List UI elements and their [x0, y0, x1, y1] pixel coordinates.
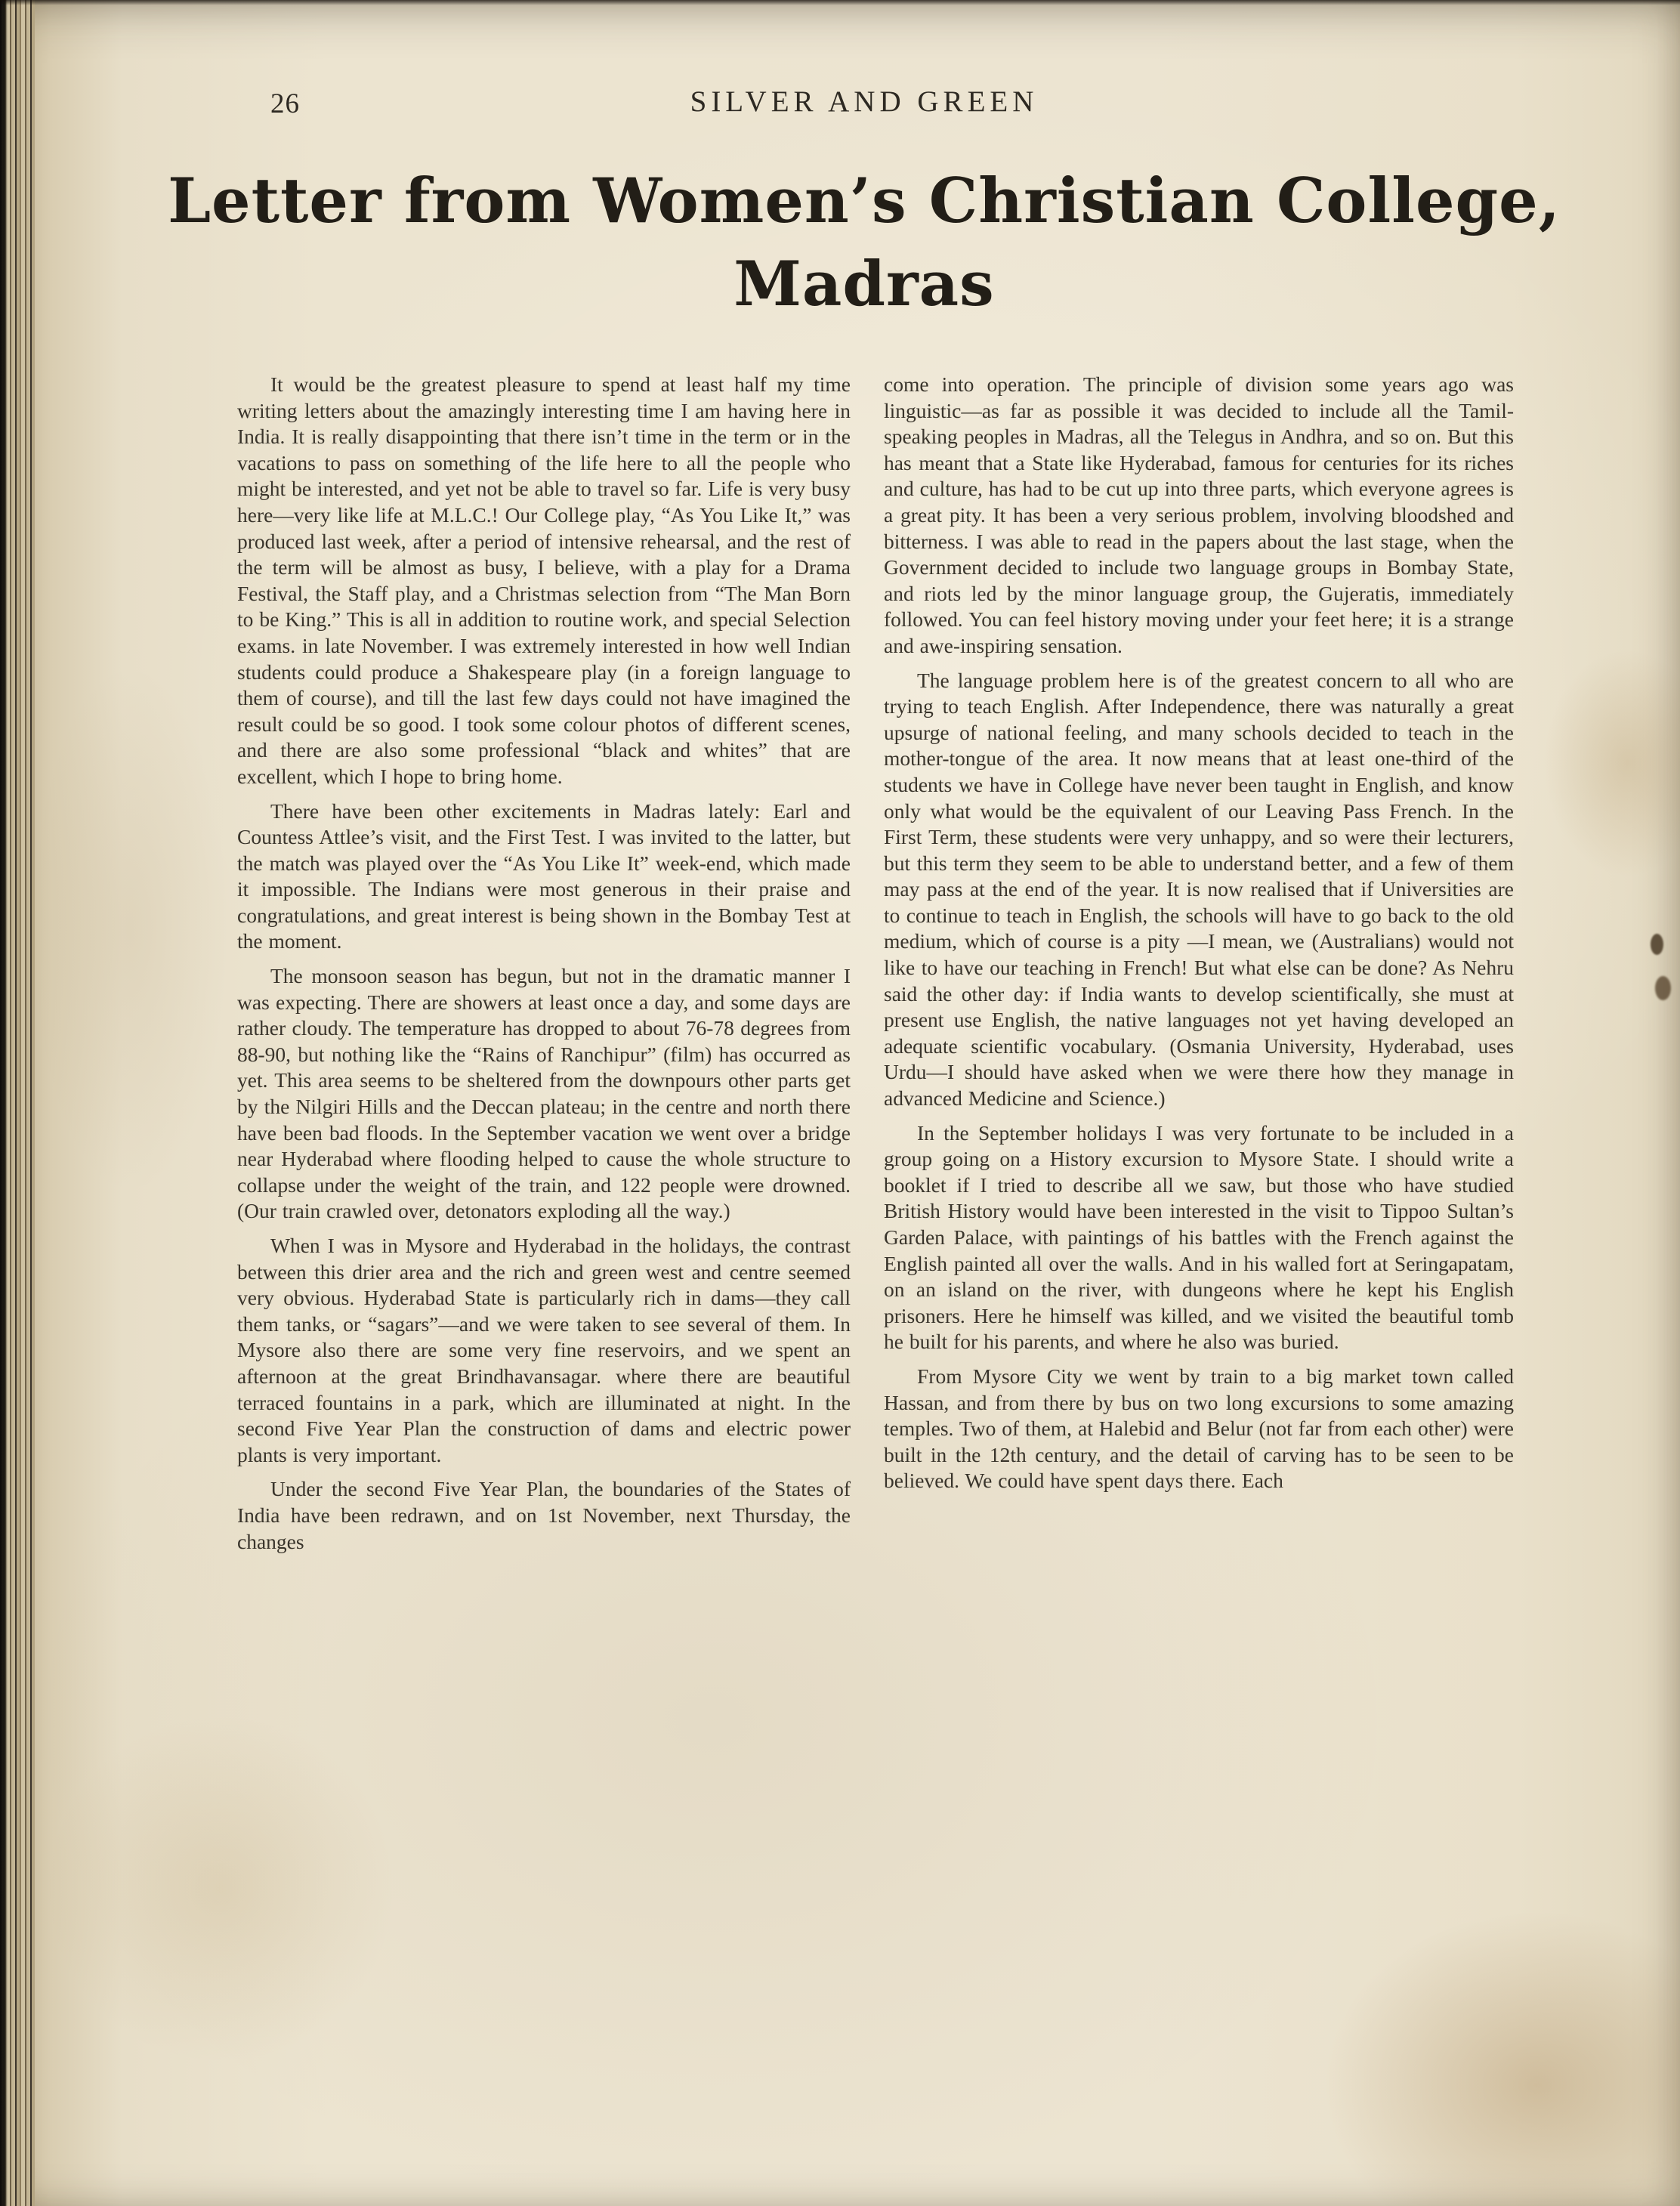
paragraph: In the September holidays I was very fortunate to be included in a group going on a History excursion to Mysore State. I should write a booklet if I tried to describe all we saw, but those who have studied British History would have been interested in the visit to Tippoo Sultan’s Garden Palace, with paintings of his battles with the French against the English painted all over the walls. And in his walled fort at Seringapatam, on an island on the river, with dungeons where he kept his English prisoners. Here he himself was killed, and we visited the beautiful tomb he built for his parents, and where he also was buried. [884, 1120, 1514, 1354]
scan-top-shadow [0, 0, 1680, 5]
paragraph: The monsoon season has begun, but not in the dramatic manner I was expecting. There are showers at least once a day, and some days are rather cloudy. The temperature has dropped to about 76-78 degrees from 88-90, but nothing like the “Rains of Ranchipur” (film) has occurred as yet. This area seems to be sheltered from the downpours other parts get by the Nilgiri Hills and the Deccan plateau; in the centre and north there have been bad floods. In the September vacation we went over a bridge near Hyderabad where flooding helped to cause the whole structure to collapse under the weight of the train, and 122 people were drowned. (Our train crawled over, detonators exploding all the way.) [237, 964, 851, 1223]
paragraph: Under the second Five Year Plan, the boundaries of the States of India have been redrawn, and on 1st November, next Thursday, the changes [237, 1477, 851, 1553]
paper-stain-bottom-right-corner [1325, 1911, 1680, 2206]
paragraph: From Mysore City we went by train to a big market town called Hassan, and from there by bus on two long excursions to some amazing temples. Two of them, at Halebid and Belur (not far from each other) were built in the 12th century, and the detail of carving has to be seen to be believed. We could have spent days there. Each [884, 1364, 1514, 1493]
paragraph-continuation: come into operation. The principle of division some years ago was linguistic—as far as possible it was decided to include all the Tamil-speaking peoples in Madras, all the Telegus in Andhra, and so on. But this has meant that a State like Hyderabad, famous for centuries for its riches and culture, has had to be cut up into three parts, which everyone agrees is a great pity. It has been a very serious problem, involving bloodshed and bitterness. I was able to read in the papers about the last stage, when the Government decided to include two language groups in Bombay State, and riots led by the minor language group, the Gujeratis, immediately followed. You can feel history moving under your feet here; it is a strange and awe-inspiring sensation. [884, 372, 1514, 657]
paragraph: It would be the greatest pleasure to spend at least half my time writing letters about the amazingly interesting time I am having here in India. It is really disappointing that there isn’t time in the term or in the vacations to pass on something of the life here to all the people who might be interested, and yet not be able to travel so far. Life is very busy here—very like life at M.L.C.! Our College play, “As You Like It,” was produced last week, after a period of intensive rehearsal, and the rest of the term will be almost as busy, I believe, with a play for a Drama Festival, the Staff play, and a Christmas selection from “The Man Born to be King.” This is all in addition to routine work, and special Selection exams. in late November. I was extremely interested in how well Indian students could produce a Shakespeare play (in a foreign language to them of course), and till the last few days could not have imagined the result could be so good. I took some colour photos of different scenes, and there are also some professional “black and whites” that are excellent, which I hope to bring home. [237, 372, 851, 788]
paper-stain-right-edge [1544, 650, 1680, 876]
page-number: 26 [270, 88, 300, 119]
article-title [115, 160, 1614, 326]
article-title-line-1: Letter from Women’s Christian College, [168, 165, 1561, 237]
journal-title: SILVER AND GREEN [690, 85, 1039, 118]
paragraph: The language problem here is of the greatest concern to all who are trying to teach English. After Independence, there was naturally a great upsurge of national feeling, and many schools decided to teach in the mother-tongue of the area. It now means that at least one-third of the students we have in College have never been taught in English, and know only what would be the equivalent of our Leaving Pass French. In the First Term, these students were very unhappy, and so were their lecturers, but this term they seem to be able to understand better, and a few of them may pass at the end of the year. It is now realised that if Universities are to continue to teach in English, the schools will have to go back to the old medium, which of course is a pity —I mean, we (Australians) would not like to have our teaching in French! But what else can be done? As Nehru said the other day: if India wants to develop scientifically, she must at present use English, the native languages not yet having developed an adequate scientific vocabulary. (Osmania University, Hyderabad, uses Urdu—I should have asked when we were there how they manage in advanced Medicine and Science.) [884, 668, 1514, 1111]
ink-speck [1651, 934, 1663, 955]
paper-stain-left-middle [32, 665, 228, 1194]
left-column [237, 372, 851, 1563]
right-column [884, 372, 1514, 1503]
book-page-edges [0, 0, 35, 2206]
paper-stain-bottom-left [47, 1715, 394, 2062]
paragraph: When I was in Mysore and Hyderabad in the holidays, the contrast between this drier area and the rich and green west and centre seemed very obvious. Hyderabad State is particularly rich in dams—they call them tanks, or “sagars”—and we were taken to see several of them. In Mysore also there are some very fine reservoirs, and we spent an afternoon at the great Brindhavansagar. where there are beautiful terraced fountains in a park, which are illuminated at night. In the second Five Year Plan the construction of dams and electric power plants is very important. [237, 1234, 851, 1466]
paper [9, 0, 1680, 2206]
article-title-line-2: Madras [733, 249, 995, 320]
ink-speck [1655, 976, 1671, 1000]
paragraph: There have been other excitements in Madras lately: Earl and Countess Attlee’s visit, and the First Test. I was invited to the latter, but the match was played over the “As You Like It” week-end, which made it impossible. The Indians were most generous in their praise and congratulations, and great interest is being shown in the Bombay Test at the moment. [237, 799, 851, 953]
